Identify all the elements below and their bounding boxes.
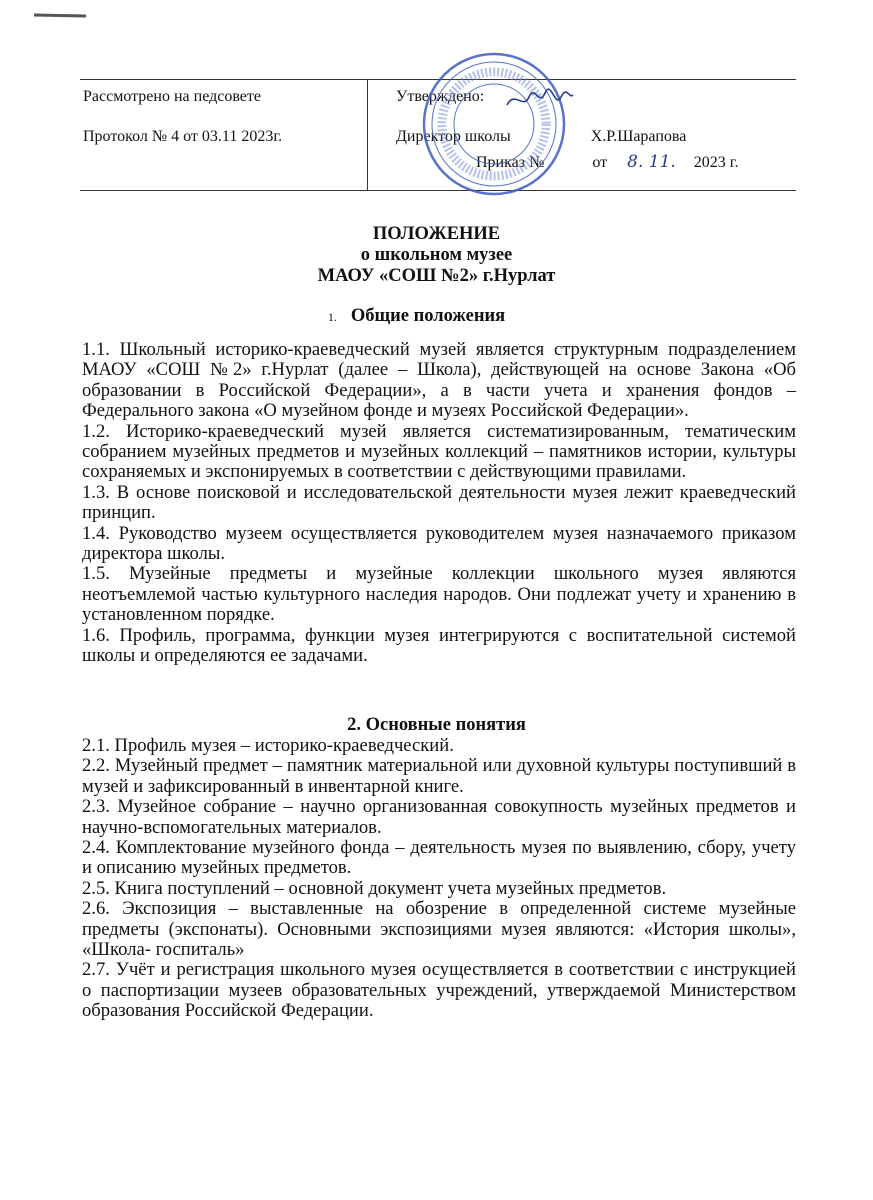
paragraph: 1.1. Школьный историко-краеведческий музей является структурным подразделением МАОУ «СОШ №2» г.Нурлат (далее – Школа), действующей на основе Закона «Об образовании в Российской Федерации», а в части учета и хранения фондов – Федерального закона «О музейном фонде и музеях Российской Федерации».: [82, 339, 796, 422]
section-1-heading: [0, 306, 853, 327]
paragraph: 1.5. Музейные предметы и музейные коллекции школьного музея являются неотъемлемой частью культурного наследия народов. Они подлежат учету и хранению в установленном порядке.: [82, 563, 796, 626]
section-2-body: [82, 736, 796, 1022]
protocol-text: Протокол № 4 от 03.11 2023г.: [83, 128, 283, 145]
paragraph: 2.7. Учёт и регистрация школьного музея осуществляется в соответствии с инструкцией о паспортизации музеев образовательных учреждений, утверждаемой Министерством образования Российской Федерации.: [82, 959, 796, 1022]
title-line-1: ПОЛОЖЕНИЕ: [372, 224, 501, 244]
paragraph: 1.6. Профиль, программа, функции музея интегрируются с воспитательной системой школы и определяются ее задачами.: [82, 624, 796, 667]
paragraph: 2.6. Экспозиция – выставленные на обозрение в определенной системе музейные предметы (экспонаты). Основными экспозициями музея являются: «История школы», «Школа- госпиталь»: [82, 898, 796, 961]
director-name: Х.Р.Шарапова: [590, 128, 687, 145]
title-line-3: МАОУ «СОШ №2» г.Нурлат: [317, 266, 556, 286]
order-label: Приказ №: [476, 154, 545, 171]
paragraph: 1.4. Руководство музеем осуществляется руководителем музея назначаемого приказом директора школы.: [82, 522, 796, 565]
approval-table: [80, 79, 796, 191]
approval-right-cell: [368, 80, 796, 190]
paragraph: 1.3. В основе поисковой и исследовательской деятельности музея лежит краеведческий принцип.: [82, 481, 796, 524]
paragraph: 2.1. Профиль музея – историко-краеведческий.: [82, 735, 454, 756]
order-line: [476, 152, 739, 172]
section-1-number: 1.: [327, 310, 337, 324]
order-from: от: [592, 154, 608, 171]
paragraph: 1.2. Историко-краеведческий музей является систематизированным, тематическим собранием музейных предметов и музейных коллекций – памятников истории, культуры сохраняемых и экспонируемых в соответствии с действующими правилами.: [82, 420, 796, 483]
title-line-2: о школьном музее: [360, 245, 513, 265]
section-1-title: Общие положения: [350, 306, 506, 326]
order-year: 2023 г.: [693, 154, 739, 171]
paragraph: 2.3. Музейное собрание – научно организованная совокупность музейных предметов и научно-вспомогательных материалов.: [82, 796, 796, 838]
section-1-body: [82, 340, 796, 667]
approval-left-cell: [80, 80, 368, 190]
reviewed-label: Рассмотрено на педсовете: [83, 88, 261, 105]
order-date-handwritten: 8. 11.: [627, 152, 676, 172]
director-label: Директор школы: [396, 128, 511, 145]
paragraph: 2.4. Комплектование музейного фонда – деятельность музея по выявлению, сбору, учету и описанию музейных предметов.: [82, 837, 796, 879]
document-title: [0, 224, 873, 287]
section-2-heading: 2. Основные понятия: [347, 715, 526, 735]
paragraph: 2.2. Музейный предмет – памятник материальной или духовной культуры поступивший в музей и зафиксированный в инвентарной книге.: [82, 755, 796, 797]
scan-artifact: [34, 14, 86, 18]
paragraph: 2.5. Книга поступлений – основной документ учета музейных предметов.: [82, 877, 667, 899]
approved-label: Утверждено:: [396, 88, 485, 105]
